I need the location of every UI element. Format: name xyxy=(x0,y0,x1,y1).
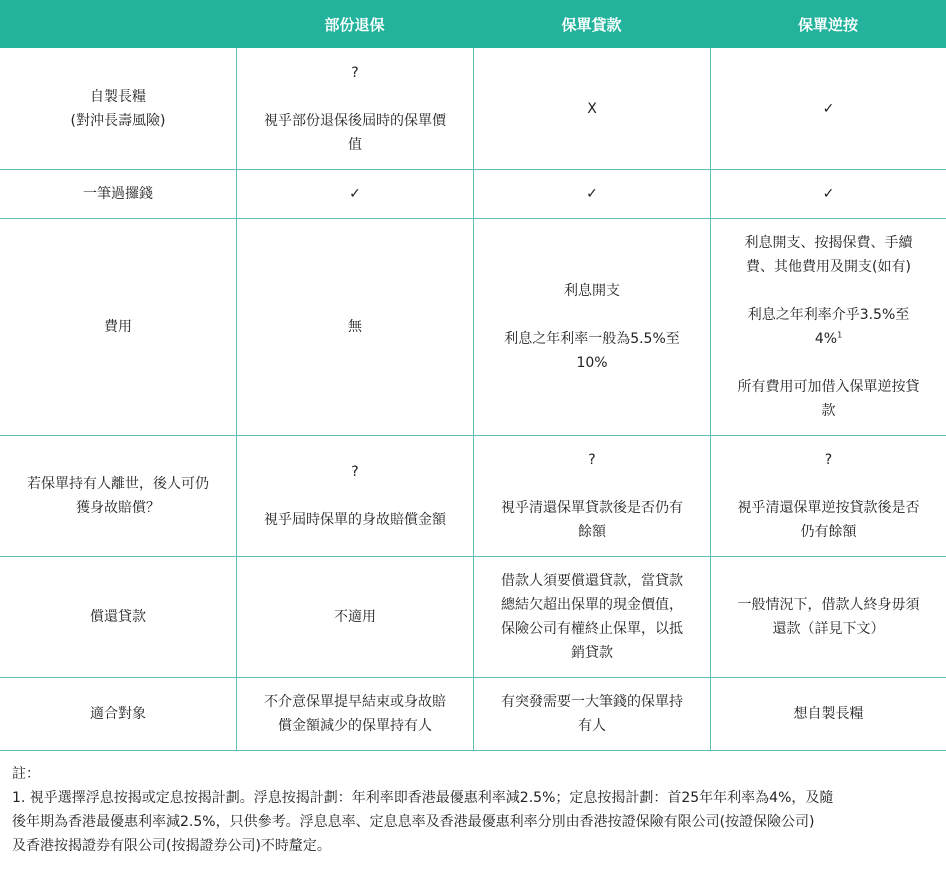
table-row xyxy=(0,48,946,170)
cell-text: 款 xyxy=(821,403,836,419)
cell-partial-surrender xyxy=(236,678,473,750)
cell-text xyxy=(815,327,842,351)
cell-text: 有突發需要一大筆錢的保單持 xyxy=(501,694,683,710)
cell-text: 若保單持有人離世，後人可仍 xyxy=(27,476,209,492)
cell-policy-loan xyxy=(473,436,710,556)
cell-reverse-mortgage xyxy=(710,48,946,169)
cell-text: 餘額 xyxy=(578,524,606,540)
footnotes xyxy=(12,762,937,858)
cell-text: ? xyxy=(588,452,596,468)
row-label xyxy=(0,219,236,435)
cell-reverse-mortgage xyxy=(710,557,946,677)
cell-text: ✓ xyxy=(586,186,598,202)
row-label xyxy=(0,557,236,677)
row-label xyxy=(0,678,236,750)
cell-reverse-mortgage xyxy=(710,219,946,435)
cell-text: (對沖長壽風險) xyxy=(70,112,166,129)
cell-text: 總結欠超出保單的現金價值， xyxy=(501,597,683,613)
cell-text: 利息之年利率介乎3.5%至 xyxy=(747,307,910,323)
cell-text: 償金額減少的保單持有人 xyxy=(278,718,432,734)
header-policy-loan: 保單貸款 xyxy=(473,0,710,48)
footnote-line: 後年期為香港最優惠利率減2.5%，只供參考。浮息息率、定息息率及香港最優惠利率分別由香港按證保險有限公司(按證保險公司) xyxy=(12,814,815,830)
cell-text: 仍有餘額 xyxy=(800,524,857,540)
cell-text: ✓ xyxy=(822,100,835,117)
cell-text: 所有費用可加借入保單逆按貸 xyxy=(737,379,920,395)
cell-policy-loan xyxy=(473,678,710,750)
cell-text: 視乎部份退保後屆時的保單價 xyxy=(264,112,446,129)
cell-reverse-mortgage xyxy=(710,678,946,750)
cell-reverse-mortgage xyxy=(710,436,946,556)
cell-text: X xyxy=(587,100,597,117)
cell-text: 保險公司有權終止保單，以抵 xyxy=(501,621,683,637)
cell-text: ✓ xyxy=(822,186,835,202)
cell-text: ? xyxy=(351,64,359,81)
footnote-marker: 1 xyxy=(837,330,843,340)
header-partial-surrender: 部份退保 xyxy=(236,0,473,48)
cell-text: 自製長糧 xyxy=(90,88,146,105)
row-label xyxy=(0,48,236,169)
cell-text: 適合對象 xyxy=(90,706,146,722)
cell-text: 銷貸款 xyxy=(571,645,613,661)
cell-reverse-mortgage xyxy=(710,170,946,218)
cell-text: 借款人須要償還貸款，當貸款 xyxy=(501,573,683,589)
cell-policy-loan xyxy=(473,48,710,169)
table-row xyxy=(0,170,946,219)
cell-text: 費、其他費用及開支(如有) xyxy=(746,259,911,275)
table-row xyxy=(0,678,946,751)
cell-text: 視乎屆時保單的身故賠償金額 xyxy=(264,512,446,528)
footnote-title: 註： xyxy=(12,766,40,782)
footnote-line: 及香港按揭證券有限公司(按揭證券公司)不時釐定。 xyxy=(12,838,331,854)
cell-text: 4% xyxy=(814,331,838,347)
cell-partial-surrender xyxy=(236,170,473,218)
cell-text: 值 xyxy=(348,136,362,153)
cell-partial-surrender xyxy=(236,219,473,435)
cell-policy-loan xyxy=(473,170,710,218)
cell-text: 不介意保單提早結束或身故賠 xyxy=(264,694,446,710)
cell-partial-surrender xyxy=(236,48,473,169)
cell-text: 一般情況下，借款人終身毋須 xyxy=(737,597,920,613)
cell-text: 無 xyxy=(348,319,362,335)
cell-policy-loan xyxy=(473,557,710,677)
table-row xyxy=(0,219,946,436)
cell-partial-surrender xyxy=(236,557,473,677)
cell-text: 視乎清還保單逆按貸款後是否 xyxy=(737,500,920,516)
cell-text: 獲身故賠償？ xyxy=(76,500,160,516)
cell-text: 想自製長糧 xyxy=(793,706,864,722)
cell-text: 有人 xyxy=(578,718,606,734)
cell-text: ? xyxy=(351,464,359,480)
table-row xyxy=(0,436,946,557)
cell-text: 視乎清還保單貸款後是否仍有 xyxy=(501,500,683,516)
cell-text: 費用 xyxy=(104,319,132,335)
cell-text: 10% xyxy=(576,355,608,371)
cell-policy-loan xyxy=(473,219,710,435)
cell-text: 償還貸款 xyxy=(90,609,146,625)
footnote-line: 1. 視乎選擇浮息按揭或定息按揭計劃。浮息按揭計劃：年利率即香港最優惠利率減2.5%；定息按揭計劃：首25年年利率為4%，及隨 xyxy=(12,790,834,806)
cell-text: 還款（詳見下文） xyxy=(772,621,885,637)
table-row xyxy=(0,557,946,678)
cell-text: 利息之年利率一般為5.5%至 xyxy=(504,331,680,347)
cell-text: ? xyxy=(824,452,833,468)
row-label xyxy=(0,170,236,218)
header-reverse-mortgage: 保單逆按 xyxy=(710,0,946,48)
cell-text: ✓ xyxy=(349,186,361,202)
cell-text: 不適用 xyxy=(334,609,376,625)
row-label xyxy=(0,436,236,556)
cell-text: 利息開支、按揭保費、手續 xyxy=(744,235,913,251)
cell-text: 利息開支 xyxy=(564,283,620,299)
header-corner xyxy=(0,0,236,48)
cell-partial-surrender xyxy=(236,436,473,556)
cell-text: 一筆過攞錢 xyxy=(83,186,153,202)
